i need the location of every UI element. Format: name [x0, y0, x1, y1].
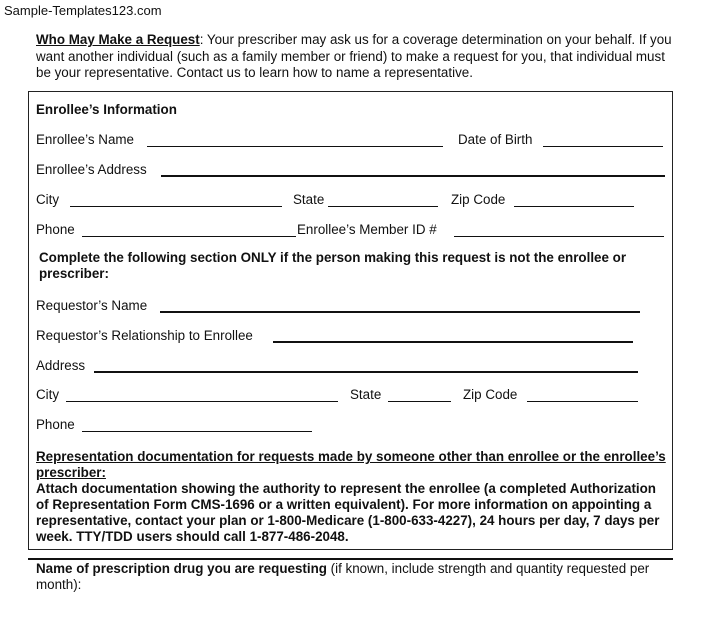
requestor-phone-label: Phone: [36, 417, 75, 432]
enrollee-state-field[interactable]: [328, 206, 438, 207]
enrollee-address-label: Enrollee’s Address: [36, 162, 147, 177]
requestor-phone-row: [36, 416, 665, 434]
representation-heading: Representation documentation for requests made by someone other than enrollee or the enrollee’s prescriber:: [36, 449, 666, 480]
enrollee-form-box: [28, 91, 673, 550]
dob-field[interactable]: [543, 146, 663, 147]
requestor-name-label: Requestor’s Name: [36, 298, 148, 313]
section-divider: [28, 558, 673, 560]
drug-label: Name of prescription drug you are requesting: [36, 561, 327, 576]
requestor-name-row: [36, 297, 665, 315]
member-id-field[interactable]: [454, 236, 664, 237]
intro-lead: Who May Make a Request: [36, 32, 200, 47]
requestor-address-row: [36, 357, 665, 375]
enrollee-name-row: [36, 131, 665, 149]
enrollee-zip-label: Zip Code: [451, 192, 506, 207]
representation-block: [36, 449, 668, 545]
enrollee-phone-field[interactable]: [82, 236, 296, 237]
drug-hint: (if known, include strength and quantity requested per month):: [36, 561, 650, 592]
requestor-name-field[interactable]: [160, 311, 640, 313]
requestor-zip-field[interactable]: [527, 401, 638, 402]
requestor-note: Complete the following section ONLY if the person making this request is not the enrollee or prescriber:: [39, 250, 627, 281]
enrollee-city-field[interactable]: [70, 206, 282, 207]
requestor-city-label: City: [36, 387, 60, 402]
requestor-state-label: State: [350, 387, 382, 402]
enrollee-address-field[interactable]: [161, 175, 665, 177]
requestor-city-row: [36, 386, 665, 404]
enrollee-city-row: [36, 191, 665, 209]
requestor-zip-label: Zip Code: [463, 387, 518, 402]
enrollee-name-field[interactable]: [147, 146, 443, 147]
requestor-address-label: Address: [36, 358, 86, 373]
dob-label: Date of Birth: [458, 132, 533, 147]
requestor-city-field[interactable]: [66, 401, 338, 402]
requestor-address-field[interactable]: [94, 371, 638, 373]
requestor-phone-field[interactable]: [82, 431, 312, 432]
enrollee-phone-row: [36, 221, 665, 239]
enrollee-city-label: City: [36, 192, 60, 207]
drug-request-section: [36, 561, 656, 593]
requestor-state-field[interactable]: [388, 401, 451, 402]
watermark: Sample-Templates123.com: [4, 3, 162, 18]
requestor-relationship-field[interactable]: [273, 341, 633, 343]
enrollee-title: Enrollee’s Information: [36, 102, 177, 117]
enrollee-name-label: Enrollee’s Name: [36, 132, 134, 147]
requestor-relationship-label: Requestor’s Relationship to Enrollee: [36, 328, 253, 343]
enrollee-state-label: State: [293, 192, 325, 207]
representation-body: Attach documentation showing the authority to represent the enrollee (a completed Authorization of Representation Form CMS-1696 or a written equivalent). For more information on appointing a representative, contact your plan or 1-800-Medicare (1-800-633-4227), 24 hours per day, 7 days per week. TTY/TDD users should call 1-877-486-2048.: [36, 481, 660, 544]
requestor-relationship-row: [36, 327, 665, 345]
enrollee-section-title: [36, 101, 665, 119]
member-id-label: Enrollee’s Member ID #: [297, 222, 437, 237]
intro-text: : Your prescriber may ask us for a coverage determination on your behalf. If you want another individual (such as a family member or friend) to make a request for you, that individual must be your representative. Contact us to learn how to name a representative.: [36, 32, 672, 80]
enrollee-phone-label: Phone: [36, 222, 75, 237]
enrollee-zip-field[interactable]: [514, 206, 634, 207]
intro-paragraph: [36, 32, 676, 82]
enrollee-address-row: [36, 161, 665, 179]
